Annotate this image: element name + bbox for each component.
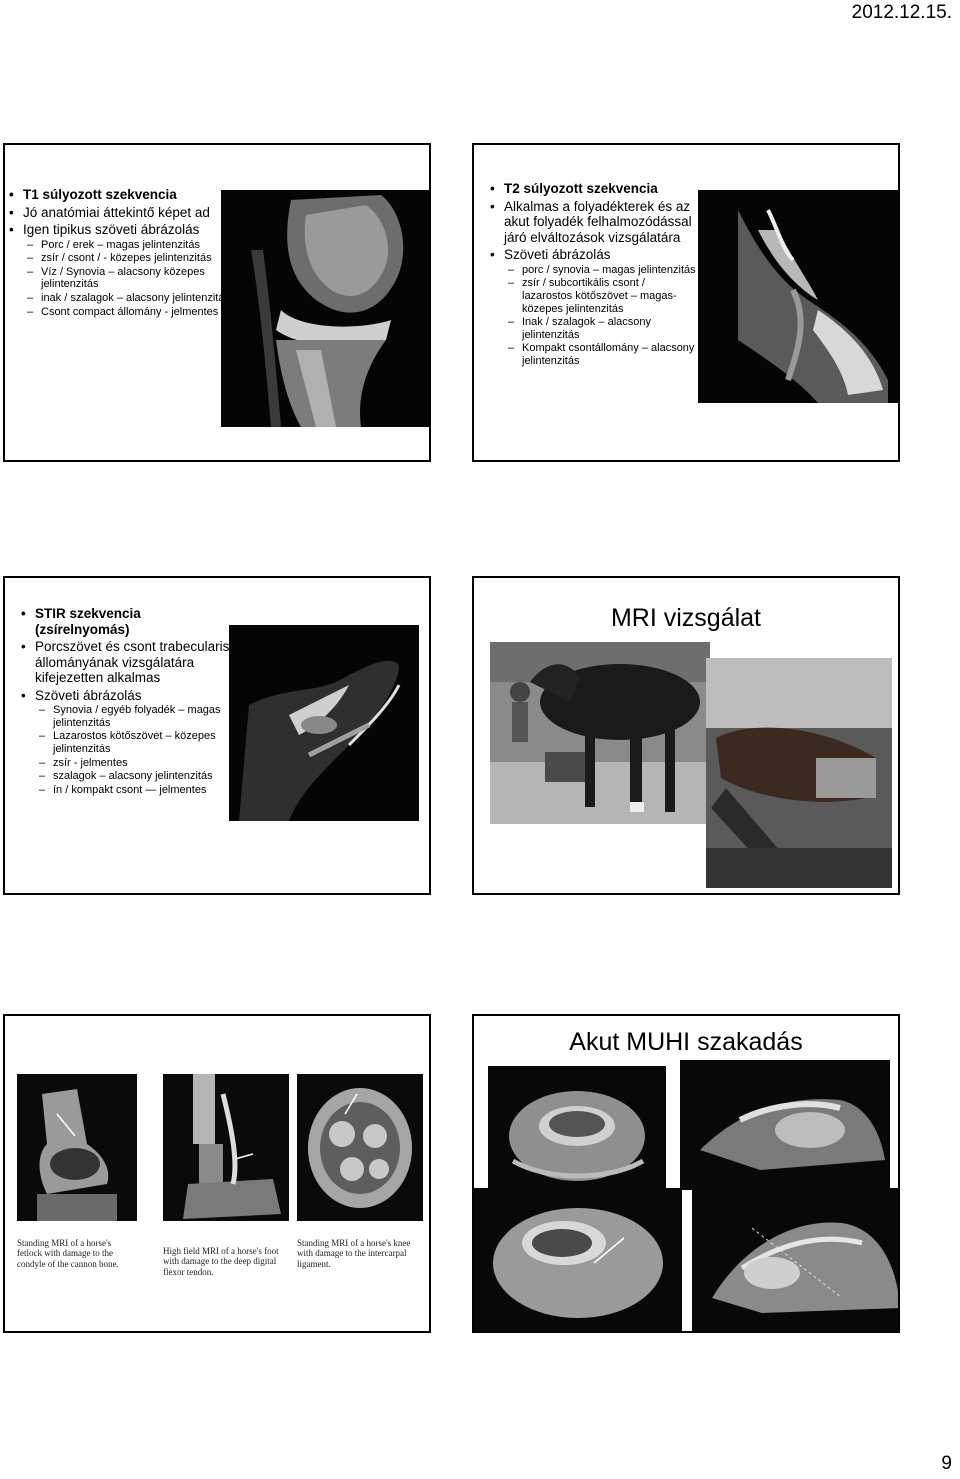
caption-fetlock: Standing MRI of a horse's fetlock with damage to the condyle of the cannon bone. [17, 1238, 119, 1269]
page-date: 2012.12.15. [851, 2, 952, 23]
sub-bullet-item: – Lazarostos kötőszövet – közepes jelintenzitás [19, 730, 234, 755]
bullet-item: • Porcszövet és csont trabecularis állományának vizsgálatára kifejezetten alkalmas [19, 639, 234, 686]
fetlock-mri-image [17, 1074, 137, 1221]
slide2-bullet-list [488, 179, 698, 368]
caption-knee: Standing MRI of a horse's knee with damage to the intercarpal ligament. [297, 1238, 411, 1269]
slide-stir-sequence [3, 576, 431, 895]
foot-mri-image [163, 1074, 289, 1221]
sub-bullet-item: – zsír / subcortikális csont / lazarostos kötőszövet – magas-közepes jelintenzitás [488, 277, 698, 315]
sub-bullet-item: – Csont compact állomány - jelmentes [7, 306, 235, 319]
slide6-title: Akut MUHI szakadás [569, 1028, 803, 1056]
sub-bullet-item: – Víz / Synovia – alacsony közepes jelintenzitás [7, 266, 235, 291]
knee-mri-image [297, 1074, 423, 1221]
sub-bullet-item: – ín / kompakt csont — jelmentes [19, 784, 234, 797]
slide4-title: MRI vizsgálat [610, 604, 762, 632]
anesthetized-horse-photo [706, 658, 892, 888]
slide-t2-sequence [472, 143, 900, 462]
bullet-item: • Igen tipikus szöveti ábrázolás [7, 222, 235, 238]
sub-bullet-item: – zsír / csont / - közepes jelintenzitás [7, 252, 235, 265]
sub-bullet-item: – inak / szalagok – alacsony jelintenzitás [7, 292, 235, 305]
muhi-mri-sagittal-image-2 [692, 1188, 900, 1333]
bullet-item: • Jó anatómiai áttekintő képet ad [7, 205, 235, 221]
sub-bullet-item: – zsír - jelmentes [19, 757, 234, 770]
bullet-item: • STIR szekvencia (zsírelnyomás) [19, 606, 234, 637]
slide-t1-sequence [3, 143, 431, 462]
sub-bullet-item: – Inak / szalagok – alacsony jelintenzitás [488, 316, 698, 341]
mri-t2-fetlock-image [698, 190, 899, 403]
slide-acute-muhi [472, 1014, 900, 1333]
caption-foot: High field MRI of a horse's foot with damage to the deep digital flexor tendon. [163, 1246, 279, 1277]
bullet-item: • T2 súlyozott szekvencia [488, 181, 698, 197]
bullet-item: • Szöveti ábrázolás [488, 247, 698, 263]
sub-bullet-item: – Porc / erek – magas jelintenzitás [7, 239, 235, 252]
bullet-item: • Szöveti ábrázolás [19, 688, 234, 704]
sub-bullet-item: – Kompakt csontállomány – alacsony jelintenzitás [488, 342, 698, 367]
muhi-mri-sagittal-image-1 [680, 1060, 890, 1190]
muhi-mri-axial-image [488, 1066, 666, 1206]
slide3-bullet-list [19, 604, 234, 797]
mri-stir-fetlock-image [229, 625, 419, 821]
muhi-mri-axial-image-2 [474, 1188, 682, 1333]
mri-t1-knee-image [221, 190, 431, 427]
slide-mri-examples [3, 1014, 431, 1333]
bullet-item: • T1 súlyozott szekvencia [7, 187, 235, 203]
standing-horse-photo [490, 642, 710, 824]
slide-mri-exam [472, 576, 900, 895]
slide1-bullet-list [7, 185, 235, 318]
page-number: 9 [941, 1453, 952, 1474]
bullet-item: • Alkalmas a folyadékterek és az akut folyadék felhalmozódással járó elváltozások vizsgálatára [488, 199, 698, 246]
sub-bullet-item: – porc / synovia – magas jelintenzitás [488, 264, 698, 277]
sub-bullet-item: – Synovia / egyéb folyadék – magas jelintenzitás [19, 704, 234, 729]
sub-bullet-item: – szalagok – alacsony jelintenzitás [19, 770, 234, 783]
